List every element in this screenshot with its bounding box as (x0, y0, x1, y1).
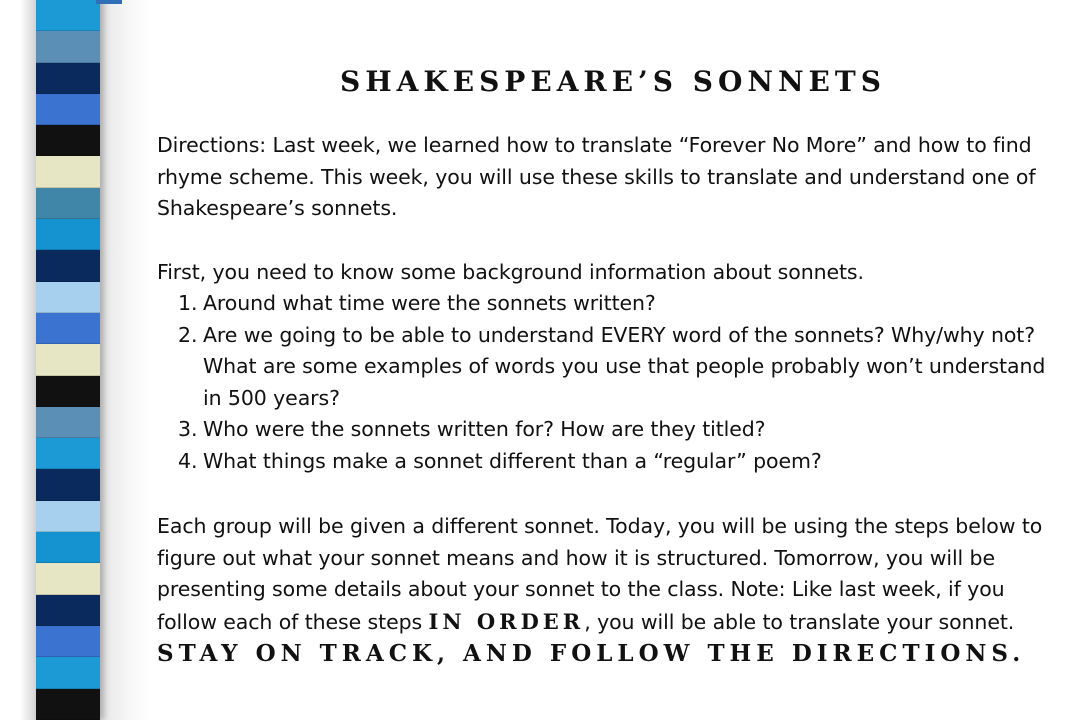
stripe-band (36, 344, 100, 375)
question-text: Are we going to be able to understand EVERY word of the sonnets? Why/why not? What are some examples of words you use that people probably won’t understand in 500 years? (203, 322, 1046, 410)
stripe-band (36, 156, 100, 187)
stripe-band (36, 31, 100, 62)
question-item (157, 446, 1062, 478)
stripe-band (36, 626, 100, 657)
stripe-band (36, 63, 100, 94)
stripe-band (36, 407, 100, 438)
emphasis-stay-on-track: STAY ON TRACK, AND FOLLOW THE DIRECTIONS. (157, 640, 1026, 667)
question-number: 2. (178, 322, 198, 347)
stripe-band (36, 657, 100, 688)
question-number: 3. (178, 417, 198, 441)
stripe-band (36, 376, 100, 407)
group-paragraph (157, 511, 1062, 671)
questions-list (157, 288, 1062, 477)
question-number: 1. (178, 291, 198, 315)
background-intro: First, you need to know some background information about sonnets. (157, 260, 864, 284)
stripe-band (36, 313, 100, 344)
corner-accent (96, 0, 122, 4)
decorative-stripe-bar (36, 0, 100, 720)
stripe-band (36, 469, 100, 500)
question-text: Who were the sonnets written for? How are they titled? (203, 417, 766, 441)
stripe-band (36, 563, 100, 594)
stripe-band (36, 282, 100, 313)
stripe-band (36, 125, 100, 156)
stripe-band (36, 219, 100, 250)
stripe-band (36, 0, 100, 31)
question-text: Around what time were the sonnets written? (203, 291, 656, 315)
group-paragraph-part1: Each group will be given a different sonnet. Today, you will be using the steps below to figure out what your sonnet means and how it is structured. Tomorrow, you will be presenting some details about your sonnet to the class. Note: Like last week, if you follow each of these steps (157, 514, 1043, 634)
directions-paragraph: Directions: Last week, we learned how to translate “Forever No More” and how to find rhyme scheme. This week, you will use these skills to translate and understand one of Shakespeare’s sonnets. (157, 133, 1036, 220)
stripe-band (36, 595, 100, 626)
stripe-band (36, 689, 100, 720)
stripe-band (36, 94, 100, 125)
stripe-band (36, 532, 100, 563)
stripe-band (36, 438, 100, 469)
question-item (157, 288, 1062, 320)
page-title: SHAKESPEARE’S SONNETS (340, 65, 886, 98)
emphasis-in-order: IN ORDER (428, 608, 585, 634)
question-item (157, 414, 1062, 446)
stripe-band (36, 188, 100, 219)
stripe-band (36, 250, 100, 281)
question-number: 4. (178, 448, 198, 473)
question-text: What things make a sonnet different than a “regular” poem? (203, 448, 822, 473)
question-item (157, 320, 1062, 415)
group-paragraph-part2: , you will be able to translate your sonnet. (584, 609, 1015, 634)
stripe-band (36, 501, 100, 532)
